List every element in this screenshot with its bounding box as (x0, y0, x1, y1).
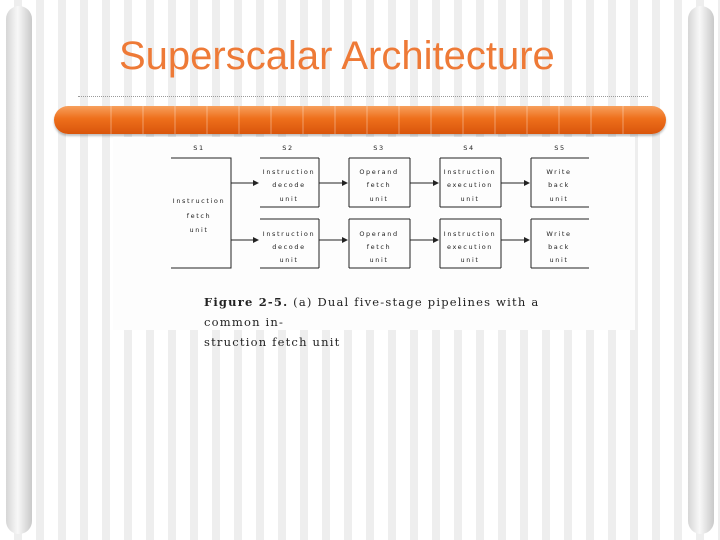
pipeline-2-decode-line-2: decode (272, 243, 306, 251)
pipeline-2-write-line-2: back (548, 243, 570, 251)
pipeline-2-operand-line-3: unit (369, 256, 389, 264)
pipeline-2-operand-line-2: fetch (366, 243, 392, 251)
pipeline-1-decode-line-1: Instruction (262, 168, 316, 176)
figure-caption (204, 292, 574, 352)
stage-label-s2: S2 (282, 144, 294, 152)
pipeline-1-write-line-3: unit (549, 195, 569, 203)
pipeline-1-exec-line-2: execution (446, 181, 494, 189)
pipeline-2-exec-line-3: unit (460, 256, 480, 264)
pipeline-2-exec-line-1: Instruction (443, 230, 497, 238)
pipeline-1-exec-line-3: unit (460, 195, 480, 203)
pipeline-1-write-line-2: back (548, 181, 570, 189)
stage-label-s4: S4 (463, 144, 475, 152)
pipeline-2-decode-line-3: unit (279, 256, 299, 264)
fetch-unit-line-3: unit (189, 226, 209, 234)
pipeline-1-operand-line-3: unit (369, 195, 389, 203)
pipeline-2-write-line-3: unit (549, 256, 569, 264)
right-decorative-bar (688, 6, 714, 534)
caption-text-1: (a) Dual five-stage pipelines with a common in- (204, 295, 540, 329)
caption-text-2: struction fetch unit (204, 335, 341, 349)
pipeline-2-decode-line-1: Instruction (262, 230, 316, 238)
left-decorative-bar (6, 6, 32, 534)
fetch-unit-line-2: fetch (186, 212, 212, 220)
title-divider (78, 96, 648, 97)
accent-bar-texture (80, 106, 640, 134)
pipeline-1-write-line-1: Write (546, 168, 572, 176)
stage-label-s5: S5 (554, 144, 566, 152)
pipeline-1-exec-line-1: Instruction (443, 168, 497, 176)
pipeline-2-operand-line-1: Operand (359, 230, 399, 238)
pipeline-2-exec-line-2: execution (446, 243, 494, 251)
caption-figure-label: Figure 2-5. (204, 295, 289, 309)
pipeline-1-decode-line-3: unit (279, 195, 299, 203)
stage-label-s3: S3 (373, 144, 385, 152)
stage-label-s1: S1 (193, 144, 205, 152)
pipeline-1-decode-line-2: decode (272, 181, 306, 189)
fetch-unit-line-1: Instruction (172, 197, 226, 205)
pipeline-1-operand-line-2: fetch (366, 181, 392, 189)
slide-title: Superscalar Architecture (119, 34, 555, 78)
pipeline-2-write-line-1: Write (546, 230, 572, 238)
caption-line-1 (204, 292, 574, 332)
pipeline-1-operand-line-1: Operand (359, 168, 399, 176)
